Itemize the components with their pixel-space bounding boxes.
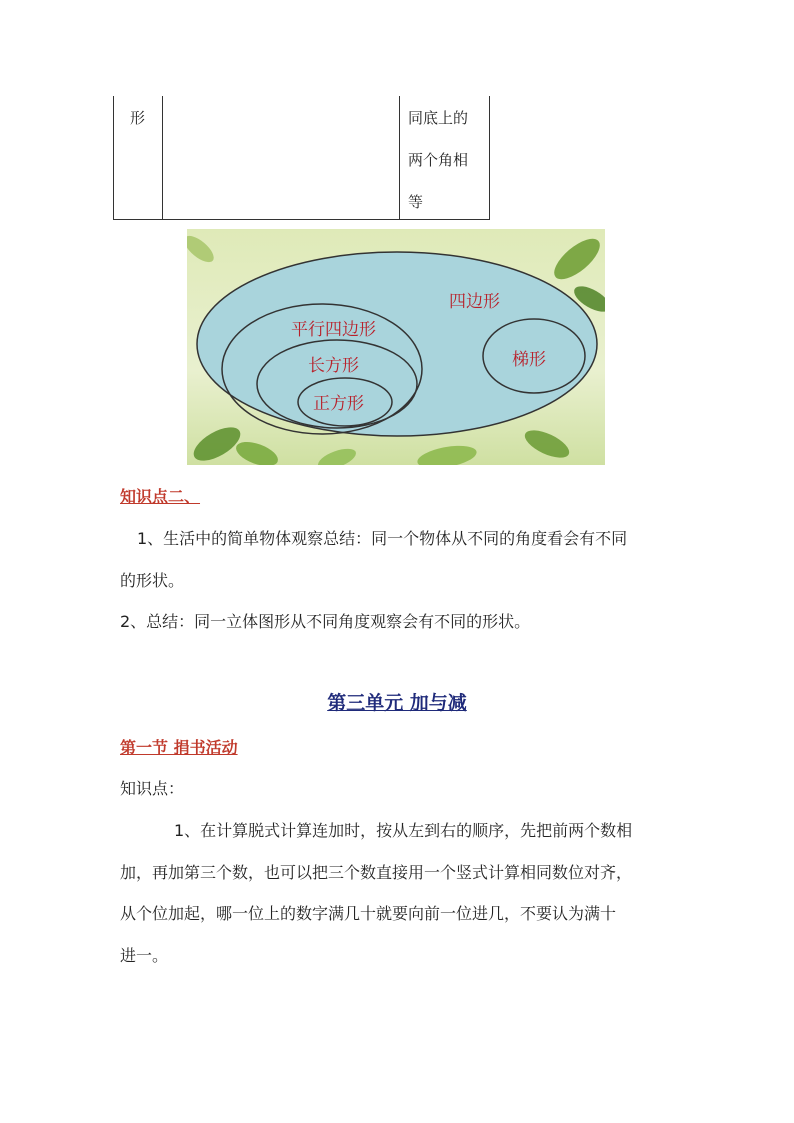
table-cell-line: 两个角相 [408, 151, 469, 169]
label-quadrilateral: 四边形 [449, 292, 500, 312]
paragraph-line: 从个位加起，哪一位上的数字满几十就要向前一位进几，不要认为满十 [120, 904, 617, 923]
paragraph-line: 2、总结：同一立体图形从不同角度观察会有不同的形状。 [120, 612, 531, 631]
label-parallelogram: 平行四边形 [291, 320, 376, 340]
section-heading-knowledge-point-2: 知识点二、 [120, 487, 201, 506]
paragraph-line: 1、在计算脱式计算连加时，按从左到右的顺序，先把前两个数相 [174, 821, 633, 840]
table-cell-line: 同底上的 [408, 109, 469, 127]
paragraph-line: 的形状。 [120, 571, 185, 590]
table-cell-property [400, 96, 490, 219]
section-heading-unit3: 第一节 捐书活动 [120, 738, 238, 757]
unit-title: 第三单元 加与减 [327, 692, 467, 714]
paragraph-line: 1、生活中的简单物体观察总结：同一个物体从不同的角度看会有不同 [137, 529, 628, 548]
label-rectangle: 长方形 [308, 356, 359, 376]
label-square: 正方形 [313, 394, 364, 414]
label-trapezoid: 梯形 [512, 350, 546, 370]
paragraph-line: 加，再加第三个数，也可以把三个数直接用一个竖式计算相同数位对齐， [120, 863, 633, 882]
table-cell-line: 等 [408, 193, 424, 211]
shape-table-fragment [113, 96, 490, 220]
table-cell-empty [163, 96, 400, 219]
table-cell-shape-name [114, 96, 163, 219]
knowledge-label: 知识点： [120, 779, 185, 798]
quadrilateral-relationship-figure [187, 229, 605, 465]
paragraph-line: 进一。 [120, 946, 169, 965]
table-cell-text: 形 [130, 109, 146, 127]
quadrilateral-ellipse [197, 252, 597, 436]
